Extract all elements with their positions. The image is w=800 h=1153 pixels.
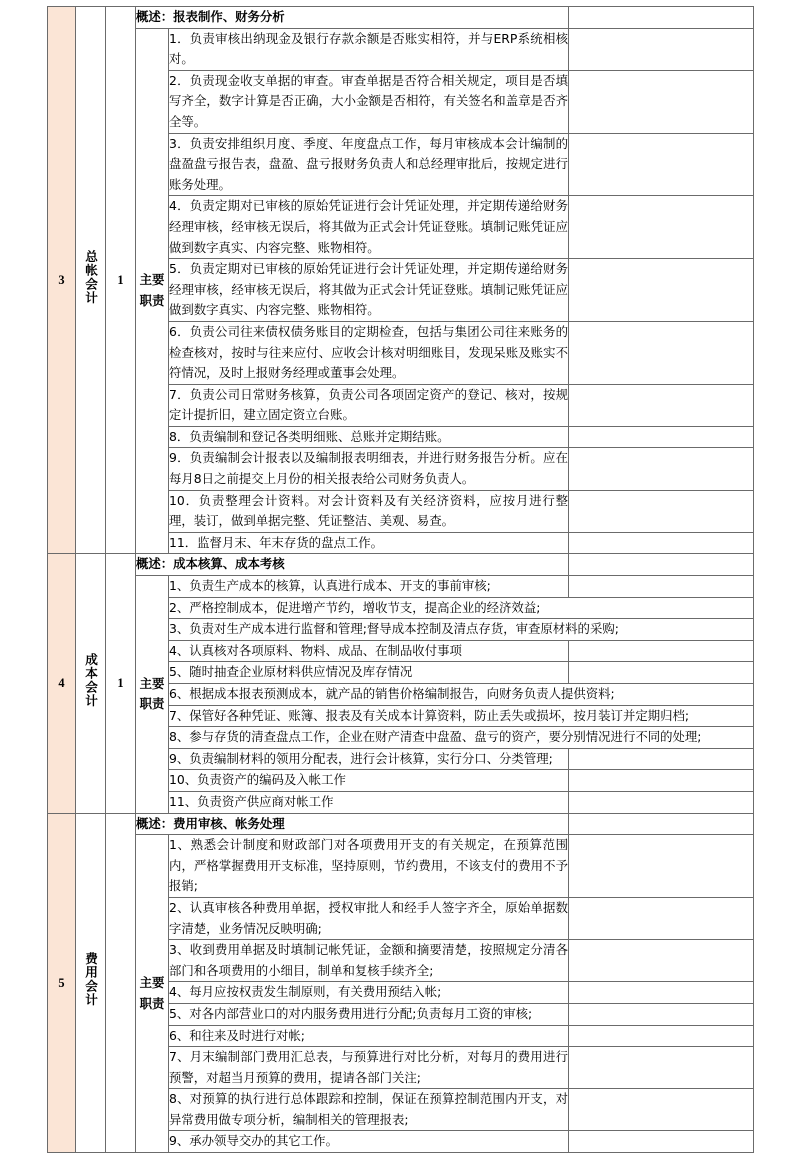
headcount-cell: 1 — [106, 554, 136, 813]
remark-cell — [569, 940, 754, 982]
duty-item-cell: 3、负责对生产成本进行监督和管理;督导成本控制及清点存货，审查原材料的采购; — [169, 619, 754, 641]
duty-category-cell — [136, 835, 169, 1153]
duty-item-cell: 11、负责资产供应商对帐工作 — [169, 791, 569, 813]
duty-item-cell: 1、负责生产成本的核算，认真进行成本、开支的事前审核; — [169, 576, 569, 598]
duty-item-cell: 3、收到费用单据及时填制记帐凭证，金额和摘要清楚，按照规定分清各部门和各项费用的小细目，制单和复核手续齐全; — [169, 940, 569, 982]
remark-cell — [569, 576, 754, 598]
duty-category-cell — [136, 576, 169, 814]
remark-cell — [569, 982, 754, 1004]
duty-item-cell: 6、根据成本报表预测成本，就产品的销售价格编制报告，向财务负责人提供资料; — [169, 684, 754, 706]
remark-cell — [569, 28, 754, 70]
duty-item-cell: 11．监督月末、年末存货的盘点工作。 — [169, 532, 569, 554]
remark-cell — [569, 770, 754, 792]
duty-item-cell: 2、认真审核各种费用单据，授权审批人和经手人签字齐全，原始单据数字清楚，业务情况反映明确; — [169, 897, 569, 939]
remark-cell — [569, 1047, 754, 1089]
remark-cell — [569, 835, 754, 898]
remark-cell — [569, 1089, 754, 1131]
table-row — [48, 28, 754, 70]
duty-category-line-1: 主要 — [139, 272, 165, 288]
overview-cell: 概述：成本核算、成本考核 — [136, 554, 569, 576]
post-name-cell — [76, 554, 106, 813]
duty-category-cell — [136, 28, 169, 554]
post-name-cell — [76, 813, 106, 1153]
row-index-cell: 5 — [48, 813, 76, 1153]
duty-item-cell: 8、对预算的执行进行总体跟踪和控制，保证在预算控制范围内开支，对异常费用做专项分析，编制相关的管理报表; — [169, 1089, 569, 1131]
remark-cell — [569, 532, 754, 554]
duty-item-cell: 1、熟悉会计制度和财政部门对各项费用开支的有关规定，在预算范围内，严格掌握费用开支标准，坚持原则，节约费用，不该支付的费用不予报销; — [169, 835, 569, 898]
remark-cell — [569, 426, 754, 448]
duty-item-cell: 5．负责定期对已审核的原始凭证进行会计凭证处理，并定期传递给财务经理审核，经审核无误后，将其做为正式会计凭证登账。填制记账凭证应做到数字真实、内容完整、账物相符。 — [169, 259, 569, 322]
headcount-cell — [106, 813, 136, 1153]
table-row — [48, 7, 754, 29]
duty-item-cell: 6．负责公司往来债权债务账目的定期检查，包括与集团公司往来账务的检查核对，按时与往来应付、应收会计核对明细账目，发现呆账及账实不符情况，及时上报财务经理或董事会处理。 — [169, 321, 569, 384]
duty-item-cell: 9、承办领导交办的其它工作。 — [169, 1131, 569, 1153]
duty-category-line-1: 主要 — [139, 675, 165, 691]
duty-item-cell: 2、严格控制成本，促进增产节约，增收节支，提高企业的经济效益; — [169, 597, 754, 619]
duty-item-cell: 6、和往来及时进行对帐; — [169, 1025, 569, 1047]
post-name-label: 费用会计 — [83, 952, 98, 1007]
job-description-table — [47, 6, 754, 1153]
remark-cell — [569, 196, 754, 259]
duty-item-cell: 8、参与存货的清查盘点工作，企业在财产清查中盘盈、盘亏的资产，要分别情况进行不同的处理; — [169, 727, 754, 749]
duty-item-cell: 10、负责资产的编码及入帐工作 — [169, 770, 569, 792]
duty-item-cell: 10．负责整理会计资料。对会计资料及有关经济资料，应按月进行整理，装订，做到单据完整、凭证整洁、美观、易查。 — [169, 490, 569, 532]
table-body — [48, 7, 754, 1153]
duty-item-cell: 4．负责定期对已审核的原始凭证进行会计凭证处理，并定期传递给财务经理审核，经审核无误后，将其做为正式会计凭证登账。填制记账凭证应做到数字真实、内容完整、账物相符。 — [169, 196, 569, 259]
remark-cell — [569, 384, 754, 426]
duty-item-cell: 9．负责编制会计报表以及编制报表明细表，并进行财务报告分析。应在每月8日之前提交上月份的相关报表给公司财务负责人。 — [169, 448, 569, 490]
overview-cell: 概述：报表制作、财务分析 — [136, 7, 569, 29]
table-row — [48, 813, 754, 835]
duty-item-cell: 4、每月应按权责发生制原则，有关费用预结入帐; — [169, 982, 569, 1004]
remark-cell — [569, 448, 754, 490]
remark-cell — [569, 813, 754, 835]
duty-item-cell: 1．负责审核出纳现金及银行存款余额是否账实相符，并与ERP系统相核对。 — [169, 28, 569, 70]
duty-category-line-1: 主要 — [139, 975, 165, 991]
remark-cell — [569, 133, 754, 196]
post-name-label: 总帐会计 — [83, 249, 98, 305]
duty-item-cell: 7、月末编制部门费用汇总表，与预算进行对比分析，对每月的费用进行预警，对超当月预算的费用，提请各部门关注; — [169, 1047, 569, 1089]
row-index-cell: 3 — [48, 7, 76, 554]
duty-category-line-2: 职责 — [139, 293, 165, 309]
remark-cell — [569, 897, 754, 939]
remark-cell — [569, 7, 754, 29]
duty-item-cell: 3．负责安排组织月度、季度、年度盘点工作，每月审核成本会计编制的盘盈盘亏报告表，盘盈、盘亏报财务负责人和总经理审批后，按规定进行账务处理。 — [169, 133, 569, 196]
post-name-label: 成本会计 — [83, 653, 98, 708]
duty-item-cell: 5、对各内部营业口的对内服务费用进行分配;负责每月工资的审核; — [169, 1003, 569, 1025]
remark-cell — [569, 259, 754, 322]
remark-cell — [569, 321, 754, 384]
remark-cell — [569, 554, 754, 576]
remark-cell — [569, 1131, 754, 1153]
duty-category-line-2: 职责 — [139, 696, 165, 712]
remark-cell — [569, 490, 754, 532]
table-row — [48, 835, 754, 898]
headcount-cell: 1 — [106, 7, 136, 554]
remark-cell — [569, 1025, 754, 1047]
remark-cell — [569, 1003, 754, 1025]
table-row — [48, 576, 754, 598]
overview-cell: 概述：费用审核、帐务处理 — [136, 813, 569, 835]
duty-item-cell: 2．负责现金收支单据的审查。审查单据是否符合相关规定，项目是否填写齐全，数字计算是否正确，大小金额是否相符，有关签名和盖章是否齐全等。 — [169, 70, 569, 133]
duty-item-cell: 9、负责编制材料的领用分配表，进行会计核算，实行分口、分类管理; — [169, 748, 569, 770]
duty-item-cell: 5、随时抽查企业原材料供应情况及库存情况 — [169, 662, 569, 684]
remark-cell — [569, 70, 754, 133]
duty-item-cell: 4、认真核对各项原料、物料、成品、在制品收付事项 — [169, 640, 569, 662]
duty-item-cell: 7、保管好各种凭证、账簿、报表及有关成本计算资料，防止丢失或损坏，按月装订并定期归档; — [169, 705, 754, 727]
remark-cell — [569, 640, 754, 662]
post-name-cell — [76, 7, 106, 554]
duty-category-line-2: 职责 — [139, 995, 165, 1011]
table-row — [48, 554, 754, 576]
remark-cell — [569, 791, 754, 813]
remark-cell — [569, 748, 754, 770]
remark-cell — [569, 662, 754, 684]
duty-item-cell: 8．负责编制和登记各类明细账、总账并定期结账。 — [169, 426, 569, 448]
duty-item-cell: 7．负责公司日常财务核算，负责公司各项固定资产的登记、核对，按规定计提折旧，建立固定资立台账。 — [169, 384, 569, 426]
row-index-cell: 4 — [48, 554, 76, 813]
